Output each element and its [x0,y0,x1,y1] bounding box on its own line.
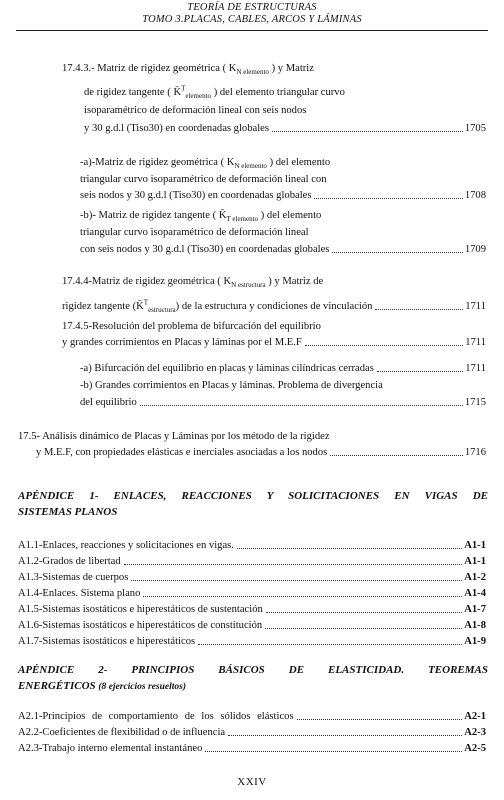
page-number: A2-5 [464,743,486,754]
page-number: 1715 [464,397,486,408]
page-number-footer: XXIV [237,776,267,788]
list-item[interactable] [18,571,486,584]
toc-17-5-line1: 17.5- Análisis dinámico de Placas y Láminas por los método de la rigidez [18,431,330,442]
dot-leader [124,563,463,565]
entry-text: rigidez tangente (K̄$^T_{estructura}$) de la estructura y condiciones de vinculación [62,298,373,315]
toc-17-5-line2[interactable] [36,446,486,459]
entry-text: seis nodos y 30 g.d.l (Tiso30) en coordenadas globales [80,190,312,201]
text-part: ) y Matriz de [268,276,324,287]
toc-a-line3[interactable] [80,189,486,202]
appendix-2-title-line2 [18,680,186,694]
page-number: 1711 [465,301,486,312]
dot-leader [330,454,463,456]
list-item[interactable] [18,619,486,632]
dot-leader [266,611,462,613]
text-part: -b)- Matriz de rigidez tangente ( [80,210,217,221]
page-number: A2-3 [464,727,486,738]
text-part: ) del elemento triangular curvo [213,87,345,98]
toc-17-4-3-line1 [62,62,314,75]
dot-leader [297,718,463,720]
entry-text: A1.6-Sistemas isostáticos e hiperestáticos de constitución [18,620,263,631]
entry-text: y 30 g.d.l (Tiso30) en coordenadas globales [84,123,269,134]
entry-text: A1.3-Sistemas de cuerpos [18,572,129,583]
toc-b-line3[interactable] [80,243,486,256]
page-number: 1709 [464,244,486,255]
dot-leader [143,595,462,597]
k-symbol: $K_{N elemento}$ [226,157,267,171]
toc-17-4-5-line1: 17.4.5-Resolución del problema de bifurcación del equilibrio [62,321,321,332]
toc-a-line2: triangular curvo isoparamétrico de deformación lineal con [80,174,327,185]
toc-17-4-3-line4[interactable] [84,122,486,135]
entry-text: del equilibrio [80,397,137,408]
page-number: A1-9 [464,636,486,647]
dot-leader [375,308,463,310]
toc-17-4-5-b-line2[interactable] [80,396,486,409]
toc-17-4-3-line3: isoparamétrico de deformación lineal con seis nodos [84,105,307,116]
page-number: 1711 [465,363,486,374]
k-symbol: $K_{N elemento}$ [228,63,269,77]
dot-leader [272,130,463,132]
toc-b-line2: triangular curvo isoparamétrico de deformación lineal [80,227,309,238]
appendix-1-title-line2: SISTEMAS PLANOS [18,506,118,518]
appendix-2-title-line1: APÉNDICE 2- PRINCIPIOS BÁSICOS DE ELASTICIDAD. TEOREMAS [18,664,488,676]
entry-text: A1.7-Sistemas isostáticos e hiperestáticos [18,636,196,647]
dot-leader [131,579,462,581]
text-part: ) y Matriz [271,63,314,74]
dot-leader [377,370,463,372]
appendix-1-title-line1: APÉNDICE 1- ENLACES, REACCIONES Y SOLICITACIONES EN VIGAS DE [18,490,488,502]
header-rule [16,30,488,31]
toc-17-4-5-line2[interactable] [62,336,486,349]
page-number: A1-7 [464,604,486,615]
dot-leader [228,734,462,736]
title-subtext: (8 ejercicios resueltos) [98,682,186,692]
page-number: A1-1 [464,540,486,551]
running-header [0,2,504,26]
dot-leader [237,547,462,549]
dot-leader [265,627,462,629]
entry-text: A1.5-Sistemas isostáticos e hiperestáticos de sustentación [18,604,263,615]
title-text: ENERGÉTICOS [18,680,96,692]
text-part: ) del elemento [260,210,322,221]
dot-leader [314,197,462,199]
k-bar-symbol: $K̄_{T elemento}$ [218,210,259,224]
page-number: 1708 [464,190,486,201]
entry-text: A2.1-Principios de comportamiento de los sólidos elásticos [18,711,294,722]
entry-text: A1.1-Enlaces, reacciones y solicitaciones en vigas. [18,540,234,551]
page-number: A1-1 [464,556,486,567]
text-part: de rigidez tangente ( [84,87,171,98]
k-symbol: $K_{N estructura}$ [223,276,266,290]
toc-17-4-5-b-line1: -b) Grandes corrimientos en Placas y láminas. Problema de divergencia [80,380,383,391]
toc-17-4-4-line2[interactable] [62,300,486,313]
entry-text: A1.4-Enlaces. Sistema plano [18,588,141,599]
toc-17-4-5-a[interactable] [80,362,486,375]
entry-text: con seis nodos y 30 g.d.l (Tiso30) en coordenadas globales [80,244,330,255]
dot-leader [305,344,463,346]
toc-b-line1 [80,209,321,222]
k-bar-symbol: K̄$^T_{elemento}$ [173,84,212,101]
toc-a-line1 [80,156,330,169]
entry-text: A2.3-Trabajo interno elemental instantáneo [18,743,203,754]
k-bar-symbol: K̄$^T_{estructura}$ [136,298,176,315]
volume-title: TOMO 3.PLACAS, CABLES, ARCOS Y LÁMINAS [142,14,362,25]
page-number: 1705 [464,123,486,134]
list-item[interactable] [18,635,486,648]
list-item[interactable] [18,726,486,739]
text-part: -a)-Matriz de rigidez geométrica ( [80,157,225,168]
dot-leader [198,643,462,645]
text-part: 17.4.3.- Matriz de rigidez geométrica ( [62,63,227,74]
toc-17-4-3-line2 [84,86,345,99]
entry-text: A2.2-Coeficientes de flexibilidad o de influencia [18,727,226,738]
dot-leader [205,750,462,752]
page-number: 1716 [464,447,486,458]
text-part: ) del elemento [269,157,331,168]
list-item[interactable] [18,710,486,723]
list-item[interactable] [18,539,486,552]
page-number: A1-8 [464,620,486,631]
list-item[interactable] [18,587,486,600]
book-title: TEORÍA DE ESTRUCTURAS [187,2,317,13]
list-item[interactable] [18,603,486,616]
toc-17-4-4-line1 [62,275,323,288]
dot-leader [332,251,462,253]
list-item[interactable] [18,555,486,568]
text-part: 17.4.4-Matriz de rigidez geométrica ( [62,276,221,287]
page-number: A1-4 [464,588,486,599]
page-number: 1711 [465,337,486,348]
list-item[interactable] [18,742,486,755]
dot-leader [140,404,463,406]
entry-text: A1.2-Grados de libertad [18,556,121,567]
entry-text: -a) Bifurcación del equilibrio en placas y láminas cilíndricas cerradas [80,363,374,374]
entry-text: y M.E.F, con propiedades elásticas e inerciales asociadas a los nodos [36,447,328,458]
page-number: A1-2 [464,572,486,583]
entry-text: y grandes corrimientos en Placas y láminas por el M.E.F [62,337,302,348]
page-number: A2-1 [464,711,486,722]
